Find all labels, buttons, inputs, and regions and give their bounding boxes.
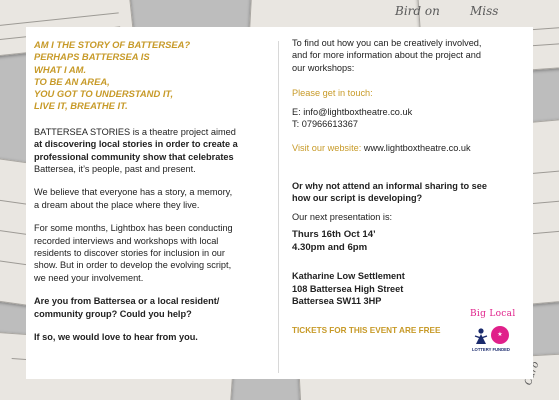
belief-line: a dream about the place where they live. [34, 199, 200, 210]
flyer-panel [26, 27, 533, 379]
find-out-line: our workshops: [292, 62, 355, 73]
lottery-hands-icon [474, 327, 488, 345]
closing-line: If so, we would love to hear from you. [34, 332, 198, 343]
phone-label: T: [292, 119, 300, 130]
venue-address [292, 270, 528, 307]
find-out-line: To find out how you can be creatively involved, [292, 38, 482, 48]
months-line: For some months, Lightbox has been conducting [34, 223, 233, 234]
presentation-time: 4.30pm and 6pm [292, 242, 368, 254]
venue-line: 108 Battersea High Street [292, 283, 404, 294]
logo-circle-icon: ★ [491, 326, 509, 344]
presentation-heading: Our next presentation is: [292, 211, 393, 222]
left-column [34, 39, 274, 343]
logo-funded-text: LOTTERY FUNDED [472, 347, 510, 352]
email-link[interactable]: info@lightboxtheatre.co.uk [303, 106, 413, 117]
phone-row [292, 118, 528, 130]
months-line: recorded interviews and workshops with local [34, 235, 219, 246]
website-label: Visit our website: [292, 143, 362, 154]
question-paragraph [34, 295, 274, 320]
intro-line: YOU GOT TO UNDERSTAND IT, [34, 88, 174, 100]
months-paragraph [34, 222, 274, 284]
belief-paragraph [34, 186, 274, 211]
belief-line: We believe that everyone has a story, a memory, [34, 187, 233, 198]
months-line: show. But in order to develop the evolving script, [34, 260, 232, 271]
column-divider [278, 41, 279, 373]
right-column [292, 37, 528, 337]
presentation-date: Thurs 16th Oct 14’ [292, 229, 376, 241]
question-line: Are you from Battersea or a local resident/ [34, 296, 220, 307]
intro-line: PERHAPS BATTERSEA IS [34, 51, 150, 63]
email-row [292, 106, 528, 118]
tickets-note: TICKETS FOR THIS EVENT ARE FREE [292, 325, 441, 335]
contact-heading: Please get in touch: [292, 88, 373, 99]
venue-line: Battersea SW11 3HP [292, 296, 382, 307]
months-line: we need your involvement. [34, 272, 144, 283]
months-line: residents to discover stories for inclusion in our [34, 248, 225, 259]
website-link[interactable]: www.lightboxtheatre.co.uk [363, 143, 471, 154]
project-line: at discovering local stories in order to create a [34, 139, 238, 150]
project-line: Battersea, it’s people, past and present. [34, 164, 196, 174]
sharing-line: Or why not attend an informal sharing to see [292, 180, 488, 191]
project-description [34, 126, 274, 176]
sharing-paragraph [292, 180, 528, 205]
intro-line: LIVE IT, BREATHE IT. [34, 100, 128, 112]
phone-number[interactable]: 07966613367 [301, 119, 358, 130]
find-out-paragraph [292, 37, 528, 74]
intro-poem [34, 39, 274, 113]
intro-line: TO BE AN AREA, [34, 75, 110, 87]
sharing-line: how our script is developing? [292, 193, 423, 204]
project-line: BATTERSEA STORIES is a theatre project aimed [34, 126, 236, 137]
background-script-text: Bird on [395, 4, 440, 18]
logo-title: Big Local [470, 309, 516, 319]
email-label: E: [292, 106, 301, 117]
find-out-line: and for more information about the project and [292, 50, 481, 61]
project-line: professional community show that celebrates [34, 151, 234, 162]
venue-line: Katharine Low Settlement [292, 271, 405, 282]
intro-line: AM I THE STORY OF BATTERSEA? [34, 39, 191, 50]
question-line: community group? Could you help? [34, 308, 192, 319]
big-local-logo [470, 309, 530, 373]
background-script-text: Miss [470, 4, 499, 18]
website-row [292, 142, 528, 154]
intro-line: WHAT I AM. [34, 63, 87, 75]
